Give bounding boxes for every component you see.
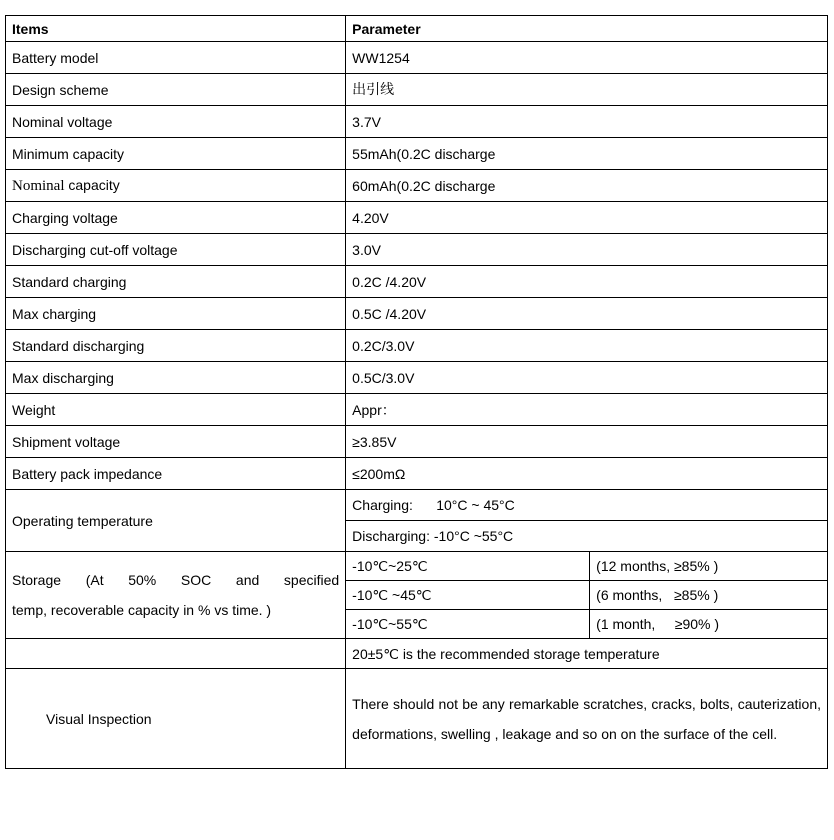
row-label: Nominal voltage (6, 106, 346, 138)
table-row (6, 234, 828, 266)
visual-inspection-text: There should not be any remarkable scratches, cracks, bolts, cauterization, deformations, swelling , leakage and so on on the surface of the cell. (346, 669, 828, 769)
table-row (6, 298, 828, 330)
storage-range: -10℃ ~45℃ (346, 581, 590, 610)
row-value: Appr： (346, 394, 828, 426)
row-label: Standard charging (6, 266, 346, 298)
row-value: 0.5C /4.20V (346, 298, 828, 330)
table-row (6, 362, 828, 394)
row-value: ≤200mΩ (346, 458, 828, 490)
table-row (6, 42, 828, 74)
storage-spec: (12 months, ≥85% ) (590, 552, 828, 581)
row-label: Weight (6, 394, 346, 426)
table-row (6, 138, 828, 170)
row-label: Shipment voltage (6, 426, 346, 458)
visual-inspection-label-text: Visual Inspection (46, 710, 152, 727)
row-label: Charging voltage (6, 202, 346, 234)
operating-temp-label: Operating temperature (6, 490, 346, 552)
operating-temp-row (6, 490, 828, 521)
header-parameter: Parameter (346, 16, 828, 42)
storage-spec: (6 months, ≥85% ) (590, 581, 828, 610)
row-label (6, 170, 346, 202)
row-value: ≥3.85V (346, 426, 828, 458)
row-value: 4.20V (346, 202, 828, 234)
row-value: 出引线 (346, 74, 828, 106)
table-row (6, 426, 828, 458)
row-value: 3.7V (346, 106, 828, 138)
row-value: 0.2C /4.20V (346, 266, 828, 298)
table-row (6, 202, 828, 234)
row-value: 0.2C/3.0V (346, 330, 828, 362)
header-items: Items (6, 16, 346, 42)
row-value: 3.0V (346, 234, 828, 266)
storage-range: -10℃~55℃ (346, 610, 590, 639)
row-label: Minimum capacity (6, 138, 346, 170)
row-label-part: capacity (64, 177, 120, 193)
row-label: Design scheme (6, 74, 346, 106)
storage-row (6, 552, 828, 581)
visual-inspection-row (6, 669, 828, 769)
table-header-row (6, 16, 828, 42)
row-label: Max discharging (6, 362, 346, 394)
visual-inspection-label (6, 669, 346, 769)
row-value: 55mAh(0.2C discharge (346, 138, 828, 170)
storage-label-line2: temp, recoverable capacity in % vs time. ) (12, 602, 272, 618)
storage-note-row (6, 639, 828, 669)
storage-note: 20±5℃ is the recommended storage temperature (346, 639, 828, 669)
table-row (6, 106, 828, 138)
storage-label-line1: Storage (At 50% SOC and specified (12, 572, 340, 588)
row-label: Battery pack impedance (6, 458, 346, 490)
table-row (6, 394, 828, 426)
row-value: WW1254 (346, 42, 828, 74)
row-value: 60mAh(0.2C discharge (346, 170, 828, 202)
table-row (6, 170, 828, 202)
row-value: 0.5C/3.0V (346, 362, 828, 394)
operating-charging: Charging: 10°C ~ 45°C (346, 490, 828, 521)
storage-label (6, 552, 346, 639)
table-row (6, 266, 828, 298)
storage-note-spacer (6, 639, 346, 669)
row-label-part: Nominal (12, 178, 65, 194)
table-row (6, 458, 828, 490)
row-label: Standard discharging (6, 330, 346, 362)
row-label: Battery model (6, 42, 346, 74)
storage-spec: (1 month, ≥90% ) (590, 610, 828, 639)
operating-discharging: Discharging: -10°C ~55°C (346, 521, 828, 552)
battery-spec-table (5, 15, 828, 769)
table-row (6, 74, 828, 106)
row-label: Discharging cut-off voltage (6, 234, 346, 266)
row-label: Max charging (6, 298, 346, 330)
storage-range: -10℃~25℃ (346, 552, 590, 581)
table-row (6, 330, 828, 362)
